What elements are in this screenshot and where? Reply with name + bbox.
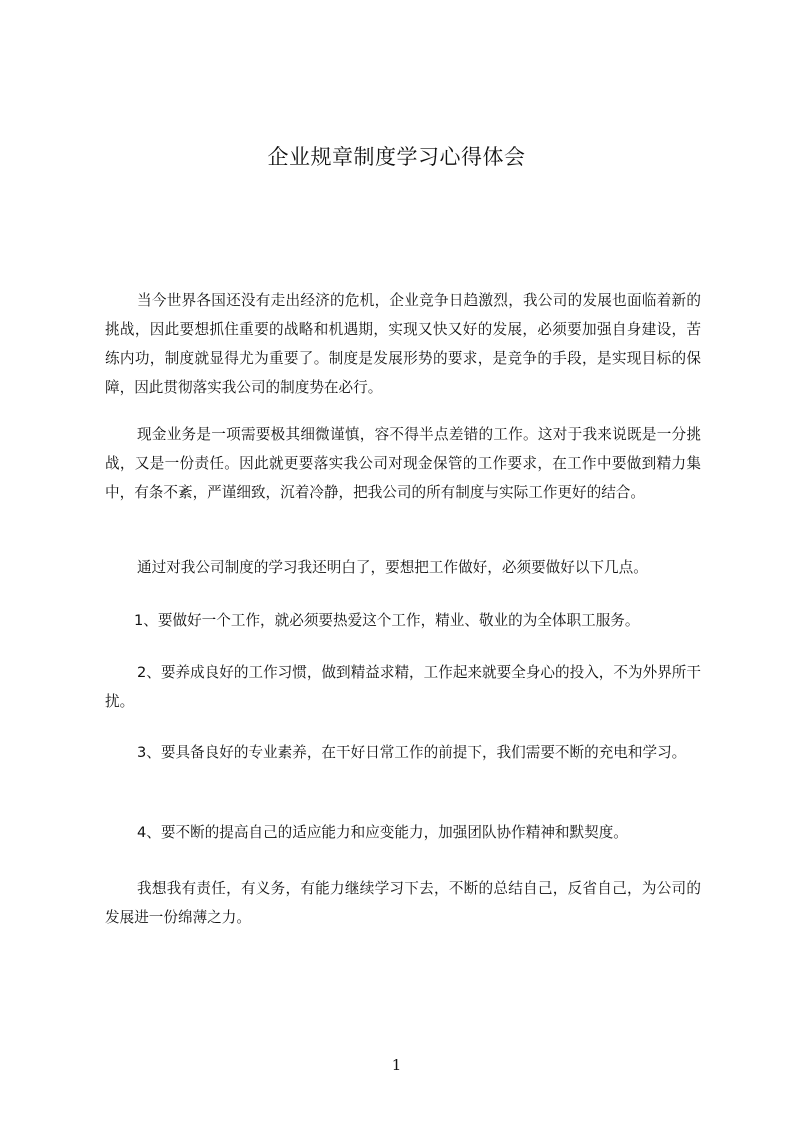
list-item-point-1: 1、要做好一个工作，就必须要热爱这个工作，精业、敬业的为全体职工服务。 bbox=[134, 612, 640, 629]
document-title: 企业规章制度学习心得体会 bbox=[267, 145, 526, 169]
paragraph-learning-points: 通过对我公司制度的学习我还明白了，要想把工作做好，必须要做好以下几点。 bbox=[137, 559, 648, 576]
page-number: 1 bbox=[391, 1056, 402, 1074]
list-item-point-4: 4、要不断的提高自己的适应能力和应变能力，加强团队协作精神和默契度。 bbox=[137, 824, 628, 841]
list-item-point-2: 2、要养成良好的工作习惯，做到精益求精，工作起来就要全身心的投入，不为外界所干扰。 bbox=[105, 664, 701, 710]
paragraph-conclusion: 我想我有责任，有义务，有能力继续学习下去，不断的总结自己，反省自己，为公司的发展进一份绵薄之力。 bbox=[105, 880, 701, 926]
paragraph-intro: 当今世界各国还没有走出经济的危机，企业竞争日趋激烈，我公司的发展也面临着新的挑战，因此要想抓住重要的战略和机遇期，实现又快又好的发展，必须要加强自身建设，苦练内功，制度就显得尤为重要了。制度是发展形势的要求，是竞争的手段，是实现目标的保障，因此贯彻落实我公司的制度势在必行。 bbox=[105, 292, 701, 396]
paragraph-cash-business: 现金业务是一项需要极其细微谨慎，容不得半点差错的工作。这对于我来说既是一分挑战，又是一份责任。因此就更要落实我公司对现金保管的工作要求，在工作中要做到精力集中，有条不紊，严谨细致，沉着冷静，把我公司的所有制度与实际工作更好的结合。 bbox=[105, 426, 701, 501]
list-item-point-3: 3、要具备良好的专业素养，在干好日常工作的前提下，我们需要不断的充电和学习。 bbox=[137, 744, 687, 761]
